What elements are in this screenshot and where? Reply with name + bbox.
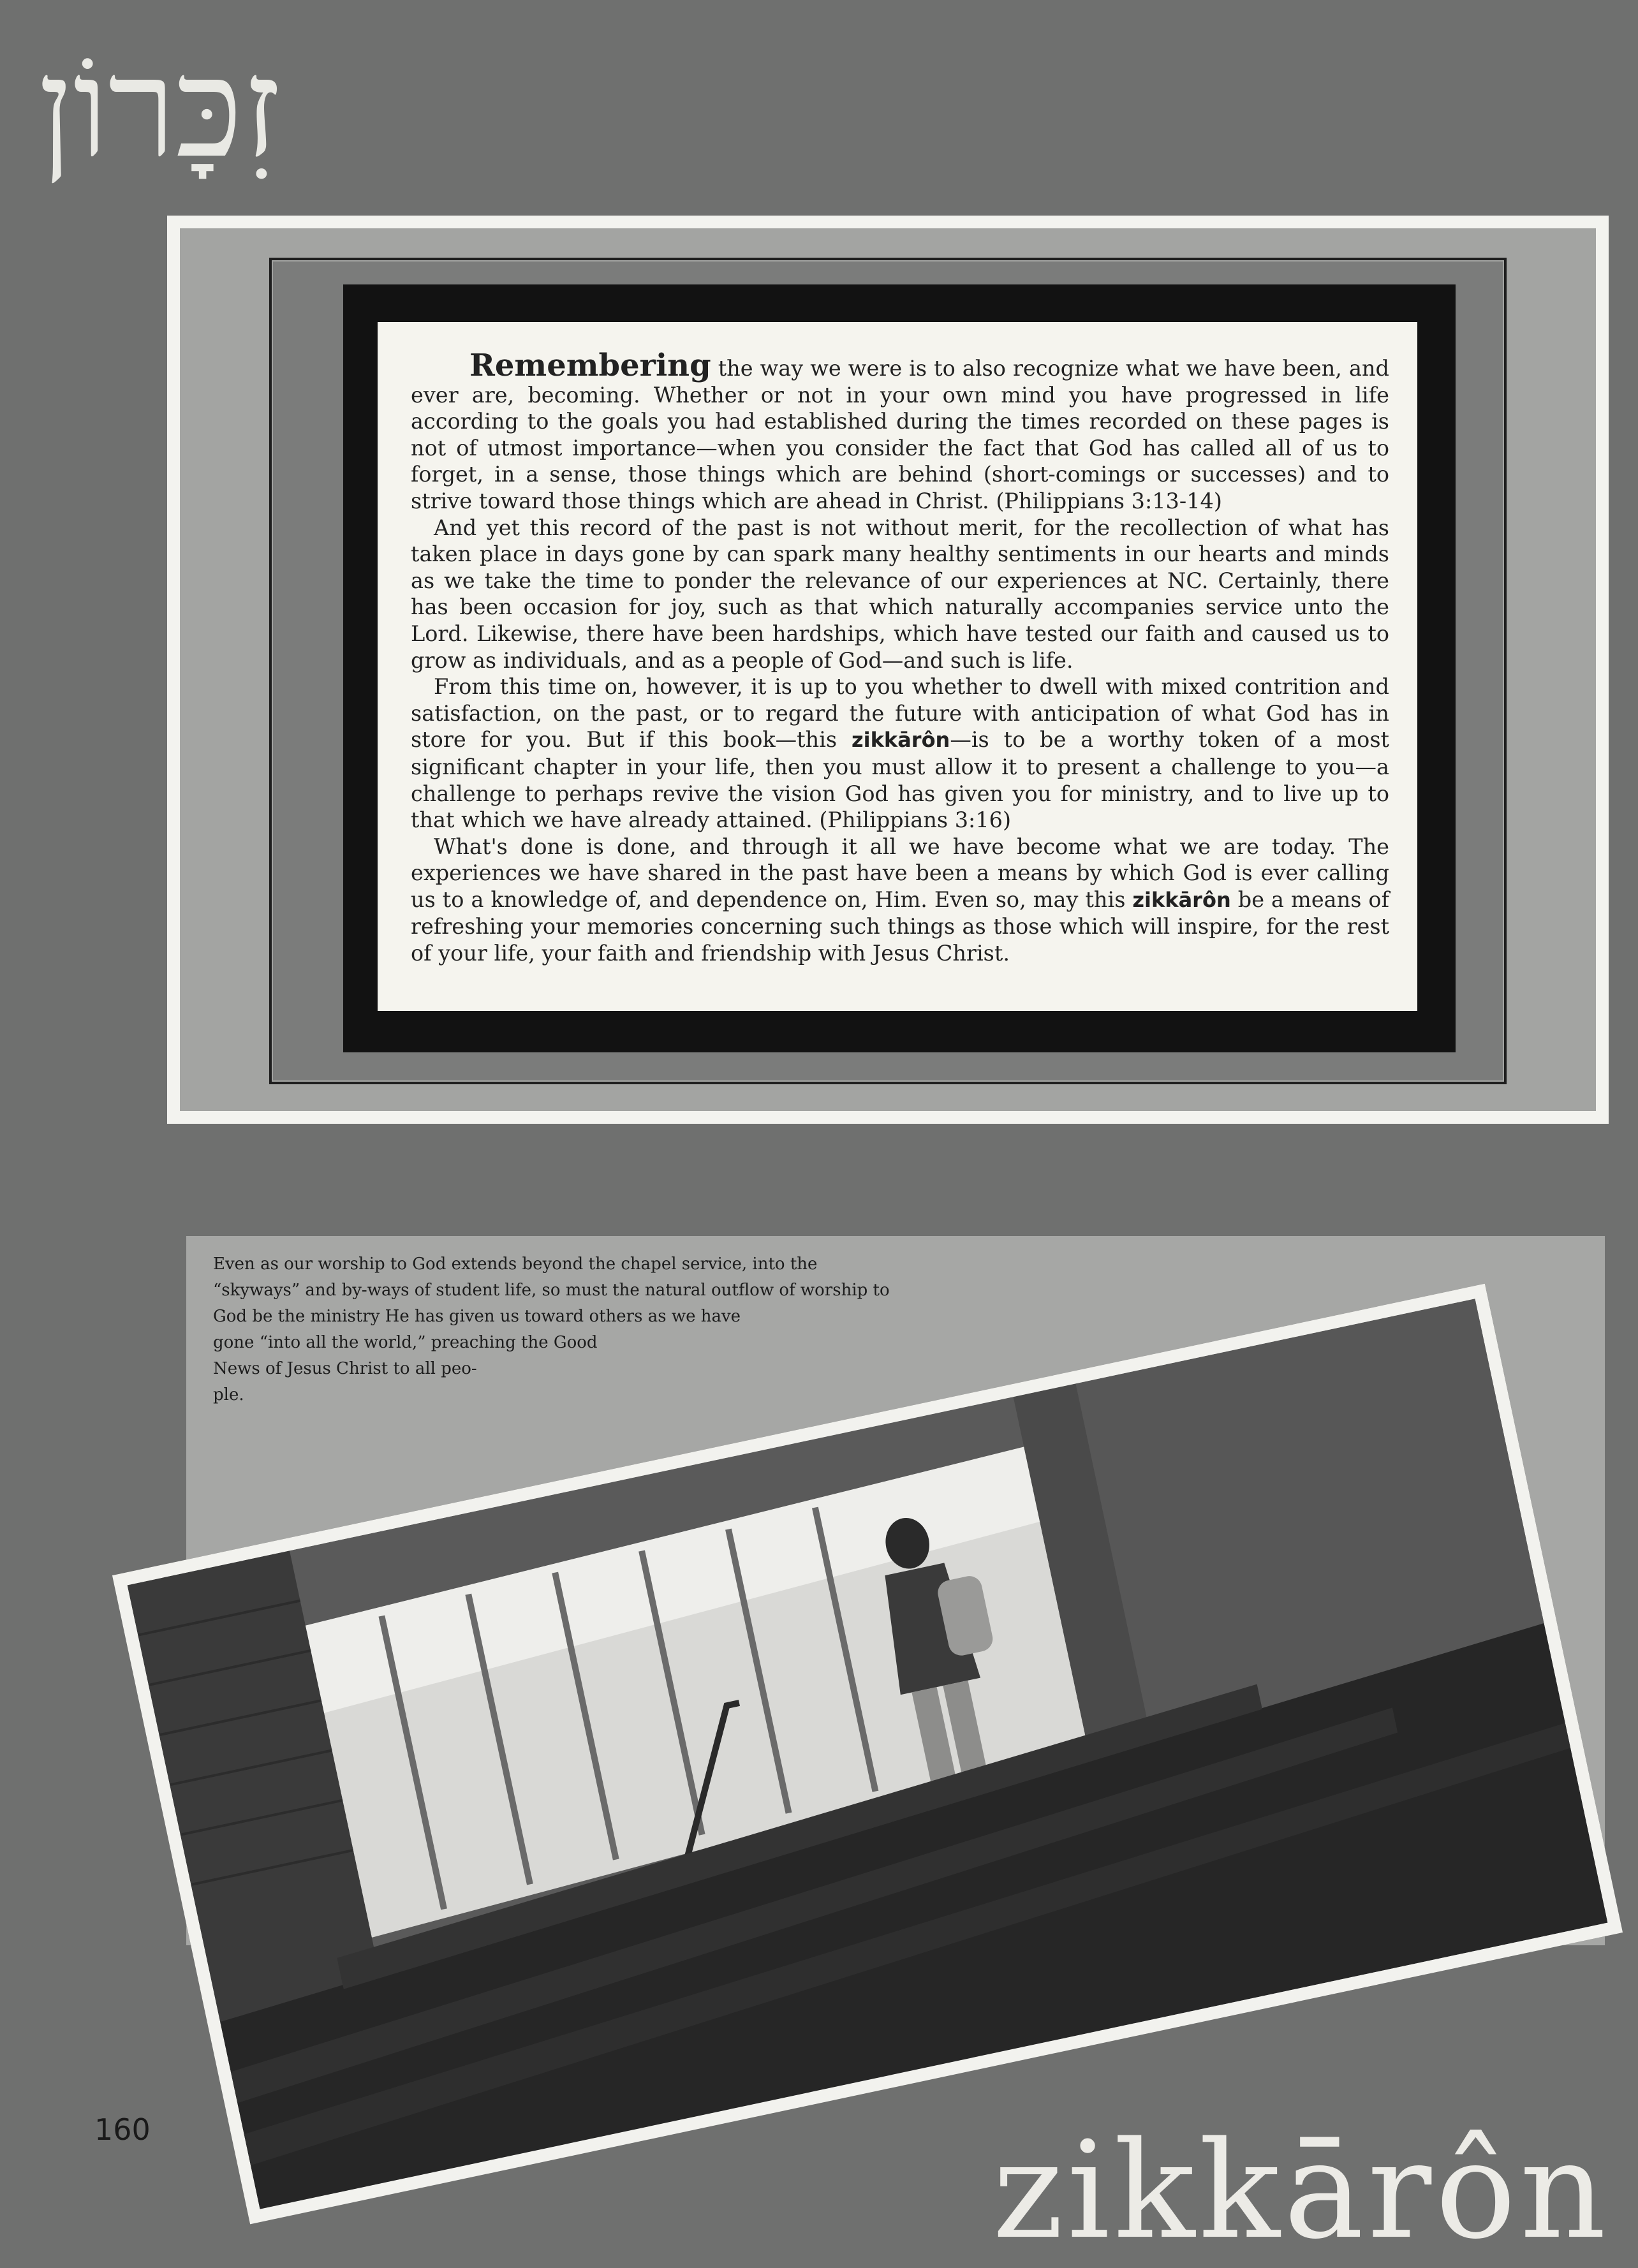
zikkaron-emphasis: zikkārôn <box>1132 887 1231 912</box>
caption-line: gone “into all the world,” preaching the Good <box>213 1333 598 1352</box>
photo-caption <box>213 1251 978 1408</box>
zikkaron-emphasis: zikkārôn <box>852 728 950 753</box>
lead-word: Remembering <box>469 348 711 383</box>
zikkaron-title: zikkārôn <box>992 2112 1610 2268</box>
paragraph-3-text-b: —is to be a worthy token of a most significant chapter in your life, then you must allow it to present a challenge to you—a challenge to perhaps revive the vision God has given you for ministry, and to live up to that which we have already attained. (Philippians 3:16) <box>411 727 1389 833</box>
caption-line: ple. <box>213 1385 244 1404</box>
hebrew-title: זִכָּרוֹן <box>38 28 281 188</box>
paragraph-4-text-b: be a means of refreshing your memories concerning such things as those which will inspire, for the rest of your life, your faith and friendship with Jesus Christ. <box>411 887 1389 966</box>
article-paragraph-3 <box>411 674 1389 834</box>
caption-line: God be the ministry He has given us toward others as we have <box>213 1307 741 1326</box>
caption-line: News of Jesus Christ to all peo- <box>213 1359 477 1378</box>
article-paragraph-4 <box>411 834 1389 967</box>
page-number: 160 <box>94 2112 151 2147</box>
article-text-card <box>378 322 1417 1011</box>
paragraph-3-text-a: From this time on, however, it is up to you whether to dwell with mixed contrition and satisfaction, on the past, or to regard the future with anticipation of what God has in store for you. But if this book—this <box>411 674 1389 753</box>
caption-line: “skyways” and by-ways of student life, so must the natural outflow of worship to <box>213 1281 890 1300</box>
caption-line: Even as our worship to God extends beyond the chapel service, into the <box>213 1255 818 1274</box>
paragraph-4-text-a: What's done is done, and through it all we have become what we are today. The experiences we have shared in the past have been a means by which God is ever calling us to a knowledge of, and dependence on, Him. Even so, may this <box>411 834 1389 912</box>
article-paragraph-1 <box>411 348 1389 515</box>
article-paragraph-2: And yet this record of the past is not without merit, for the recollection of what has taken place in days gone by can spark many healthy sentiments in our hearts and minds as we take the time to ponder the relevance of our experiences at NC. Certainly, there has been occasion for joy, such as that which naturally accompanies service unto the Lord. Likewise, there have been hardships, which have tested our faith and caused us to grow as individuals, and as a people of God—and such is life. <box>411 515 1389 673</box>
paragraph-1-text: the way we were is to also recognize what we have been, and ever are, becoming. Whether or not in your own mind you have progressed in life according to the goals you had established during the times recorded on these pages is not of utmost importance—when you consider the fact that God has called all of us to forget, in a sense, those things which are behind (short-comings or successes) and to strive toward those things which are ahead in Christ. (Philippians 3:13-14) <box>411 356 1389 513</box>
